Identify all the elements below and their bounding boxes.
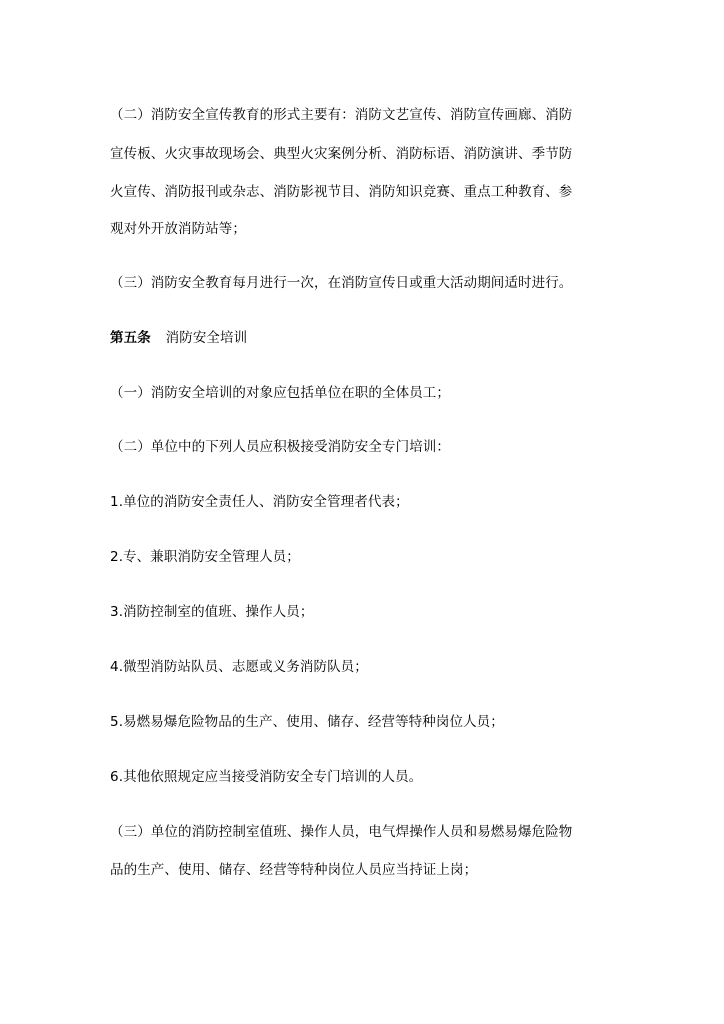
article-5-label: 第五条	[110, 330, 151, 346]
article-5-heading	[110, 329, 247, 347]
training-list-item-5: 5.易燃易爆危险物品的生产、使用、储存、经营等特种岗位人员；	[110, 714, 504, 730]
training-list-item-3: 3.消防控制室的值班、操作人员；	[110, 604, 314, 620]
training-list-item-2: 2.专、兼职消防安全管理人员；	[110, 549, 300, 565]
paragraph-form-line-1: （二）消防安全宣传教育的形式主要有：消防文艺宣传、消防宣传画廊、消防	[110, 107, 573, 123]
paragraph-form-line-2: 宣传板、火灾事故现场会、典型火灾案例分析、消防标语、消防演讲、季节防	[110, 146, 573, 162]
training-list-item-1: 1.单位的消防安全责任人、消防安全管理者代表；	[110, 494, 409, 510]
paragraph-form-line-4: 观对外开放消防站等；	[110, 221, 246, 237]
paragraph-form-line-3: 火宣传、消防报刊或杂志、消防影视节目、消防知识竞赛、重点工种教育、参	[110, 184, 573, 200]
training-item-2: （二）单位中的下列人员应积极接受消防安全专门培训：	[110, 439, 450, 455]
training-list-item-4: 4.微型消防站队员、志愿或义务消防队员；	[110, 659, 368, 675]
training-item-3-line-2: 品的生产、使用、储存、经营等特种岗位人员应当持证上岗；	[110, 862, 478, 878]
training-item-3-line-1: （三）单位的消防控制室值班、操作人员，电气焊操作人员和易燃易爆危险物	[110, 824, 573, 840]
paragraph-frequency: （三）消防安全教育每月进行一次，在消防宣传日或重大活动期间适时进行。	[110, 275, 573, 291]
training-list-item-6: 6.其他依照规定应当接受消防安全专门培训的人员。	[110, 769, 423, 785]
training-item-1: （一）消防安全培训的对象应包括单位在职的全体员工；	[110, 385, 450, 401]
article-5-title: 消防安全培训	[165, 330, 248, 346]
